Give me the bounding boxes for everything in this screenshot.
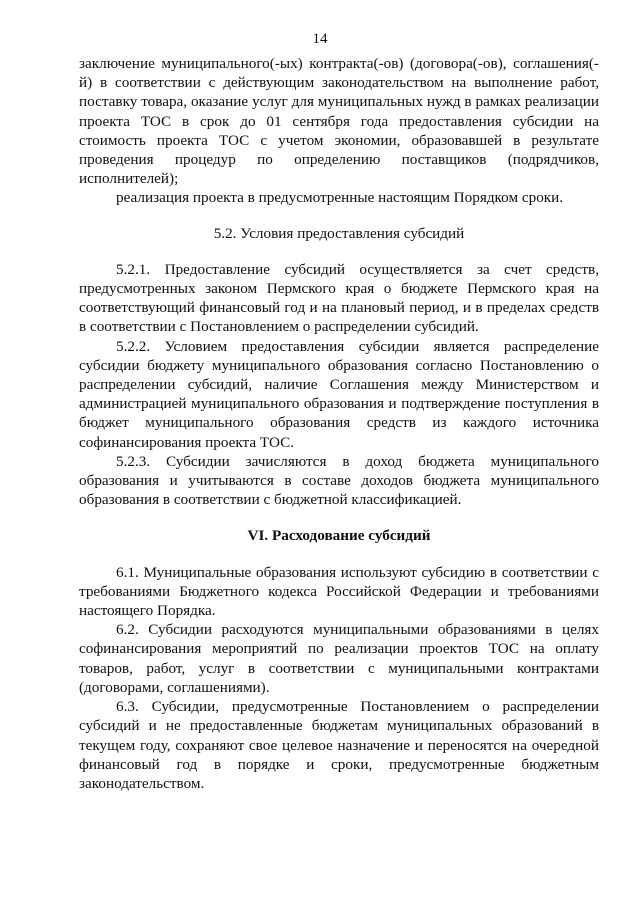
clause-5-2-1: 5.2.1. Предоставление субсидий осуществляется за счет средств, предусмотренных законом Пермского края о бюджете Пермского края на соответствующий финансовый год и на плановый период, и в пределах средств в соответствии с Постановлением о распределении субсидий.	[79, 260, 599, 336]
spacer	[79, 509, 599, 526]
spacer	[79, 243, 599, 260]
clause-6-1: 6.1. Муниципальные образования используют субсидию в соответствии с требованиями Бюджетного кодекса Российской Федерации и требованиями настоящего Порядка.	[79, 563, 599, 620]
document-body	[79, 54, 599, 793]
spacer	[79, 546, 599, 563]
clause-5-2-3: 5.2.3. Субсидии зачисляются в доход бюджета муниципального образования и учитываются в составе доходов бюджета муниципального образования в соответствии с бюджетной классификацией.	[79, 452, 599, 509]
section-heading-conditions: 5.2. Условия предоставления субсидий	[213, 224, 465, 242]
section-heading-spending: VI. Расходование субсидий	[247, 527, 431, 545]
intro-paragraph-1: заключение муниципального(-ых) контракта(-ов) (договора(-ов), соглашения(-й) в соответствии с действующим законодательством на выполнение работ, поставку товара, оказание услуг для муниципальных нужд в рамках реализации проекта ТОС в срок до 01 сентября года предоставления субсидии на стоимость проекта ТОС с учетом экономии, образовавшей в результате проведения процедур по определению поставщиков (подрядчиков, исполнителей);	[79, 55, 599, 188]
page-number: 14	[312, 31, 328, 47]
clause-6-3: 6.3. Субсидии, предусмотренные Постановлением о распределении субсидий и не предоставленные бюджетам муниципальных образований в текущем году, сохраняют свое целевое назначение и переносятся на очередной финансовый год в порядке и сроки, предусмотренные бюджетным законодательством.	[79, 698, 599, 792]
clause-5-2-2: 5.2.2. Условием предоставления субсидии является распределение субсидии бюджету муниципального образования согласно Постановлению о распределении субсидий, наличие Соглашения между Министерством и администрацией муниципального образования и подтверждение поступления в бюджет муниципального образования средств из каждого источника софинансирования проекта ТОС.	[79, 337, 599, 451]
clause-6-2: 6.2. Субсидии расходуются муниципальными образованиями в целях софинансирования мероприятий по реализации проектов ТОС на оплату товаров, работ, услуг в соответствии с муниципальными контрактами (договорами, соглашениями).	[79, 621, 599, 696]
spacer	[79, 208, 599, 224]
intro-paragraph-2: реализация проекта в предусмотренные настоящим Порядком сроки.	[116, 189, 564, 207]
